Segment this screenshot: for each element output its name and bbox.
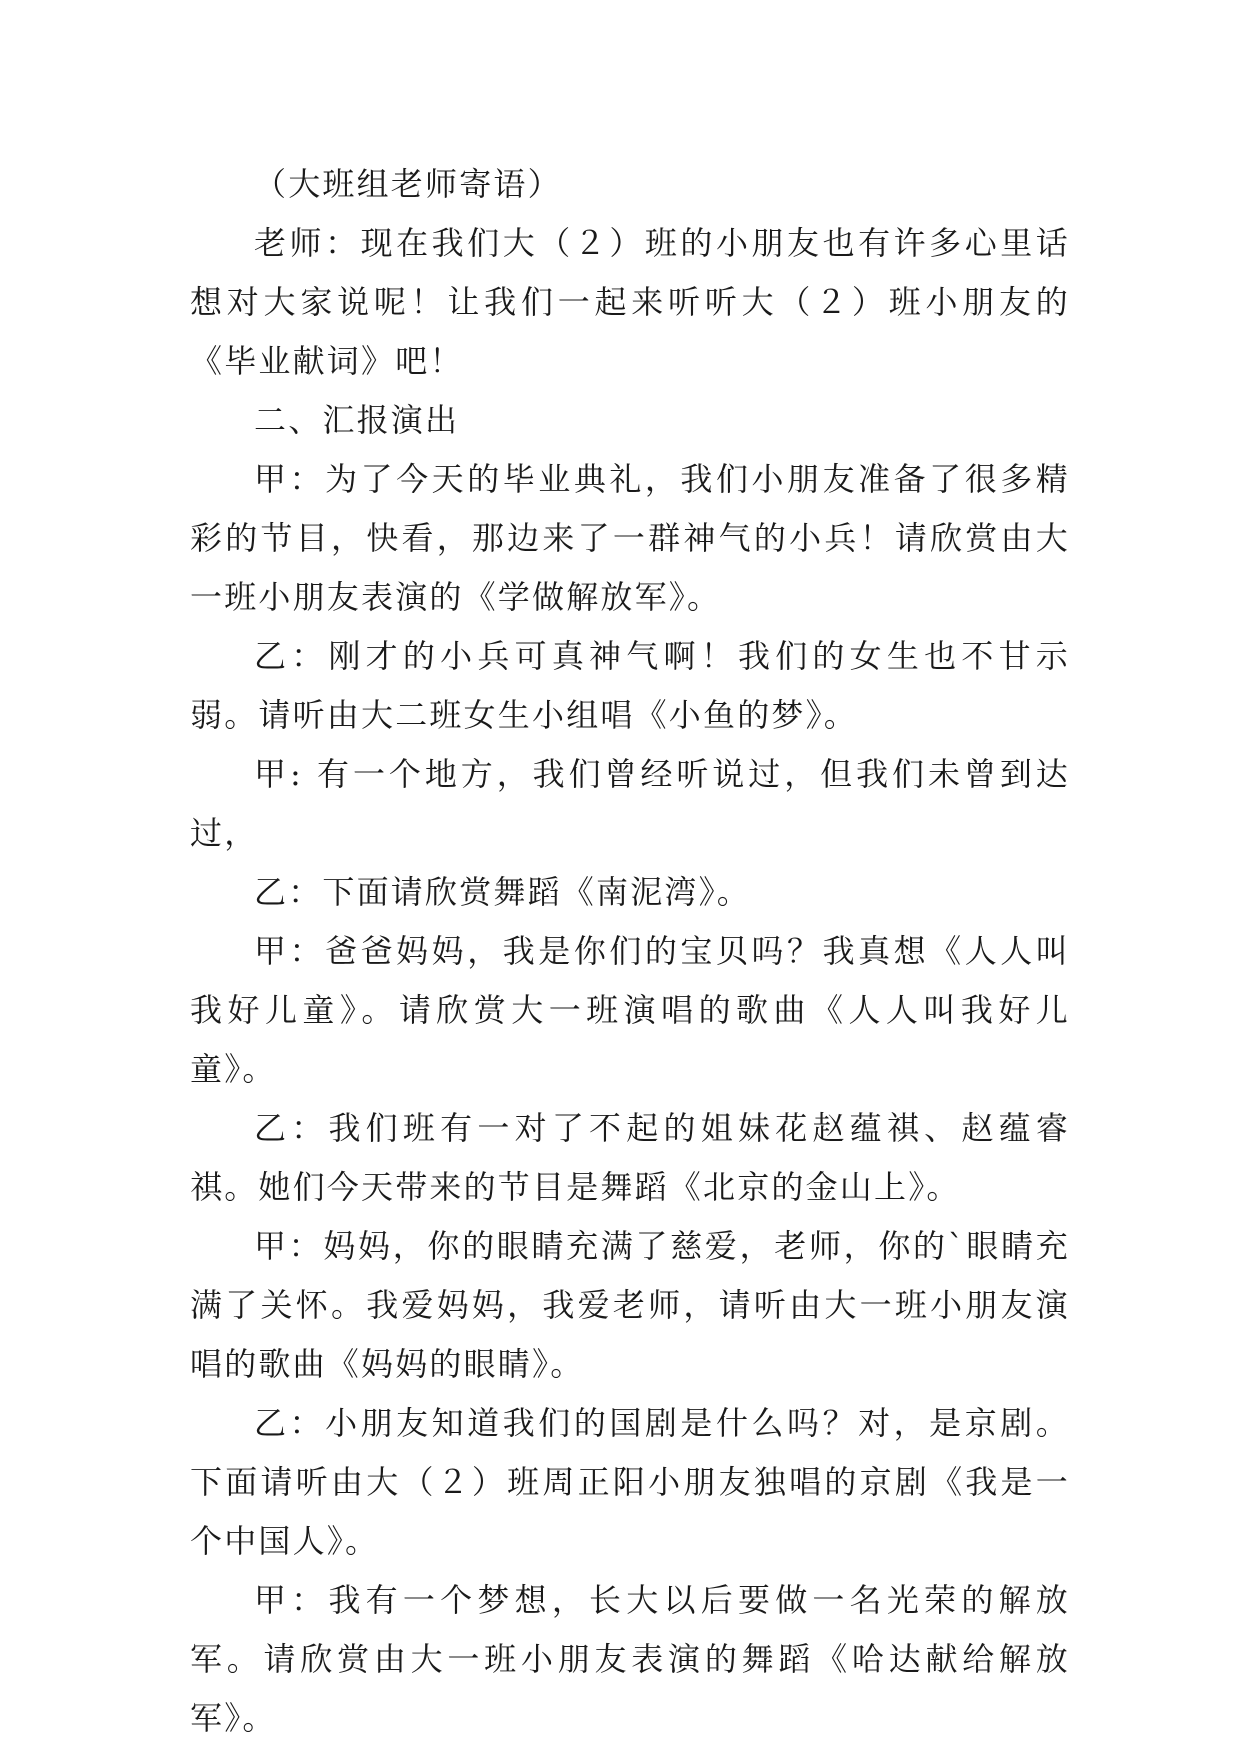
paragraph-yi-2: 乙：下面请欣赏舞蹈《南泥湾》。 xyxy=(254,873,752,911)
paragraph-jia-3: 甲：爸爸妈妈，我是你们的宝贝吗？我真想《人人叫我好儿童》。请欣赏大一班演唱的歌曲《人人叫我好儿童》。 xyxy=(190,932,1070,1088)
paragraph-jia-1: 甲：为了今天的毕业典礼，我们小朋友准备了很多精彩的节目，快看，那边来了一群神气的小兵！请欣赏由大一班小朋友表演的《学做解放军》。 xyxy=(190,460,1070,616)
paragraph-section-heading: 二、汇报演出 xyxy=(254,401,460,439)
paragraph-jia-2: 甲: 有一个地方，我们曾经听说过，但我们未曾到达过， xyxy=(190,755,1070,852)
paragraph-jia-5: 甲：我有一个梦想，长大以后要做一名光荣的解放军。请欣赏由大一班小朋友表演的舞蹈《哈达献给解放军》。 xyxy=(190,1581,1070,1737)
document-page xyxy=(190,155,1070,1748)
paragraph-teacher-intro: 老师：现在我们大（２）班的小朋友也有许多心里话想对大家说呢！让我们一起来听听大（２）班小朋友的《毕业献词》吧！ xyxy=(190,224,1070,380)
paragraph-yi-3: 乙：我们班有一对了不起的姐妹花赵蕴祺、赵蕴睿祺。她们今天带来的节目是舞蹈《北京的金山上》。 xyxy=(190,1109,1070,1206)
paragraph-teacher-message-heading: （大班组老师寄语） xyxy=(254,165,562,203)
paragraph-yi-4: 乙：小朋友知道我们的国剧是什么吗？对，是京剧。下面请听由大（２）班周正阳小朋友独唱的京剧《我是一个中国人》。 xyxy=(190,1404,1070,1560)
paragraph-yi-1: 乙：刚才的小兵可真神气啊！我们的女生也不甘示弱。请听由大二班女生小组唱《小鱼的梦》。 xyxy=(190,637,1070,734)
paragraph-jia-4: 甲：妈妈，你的眼睛充满了慈爱，老师，你的`眼睛充满了关怀。我爱妈妈，我爱老师，请听由大一班小朋友演唱的歌曲《妈妈的眼睛》。 xyxy=(190,1227,1070,1383)
